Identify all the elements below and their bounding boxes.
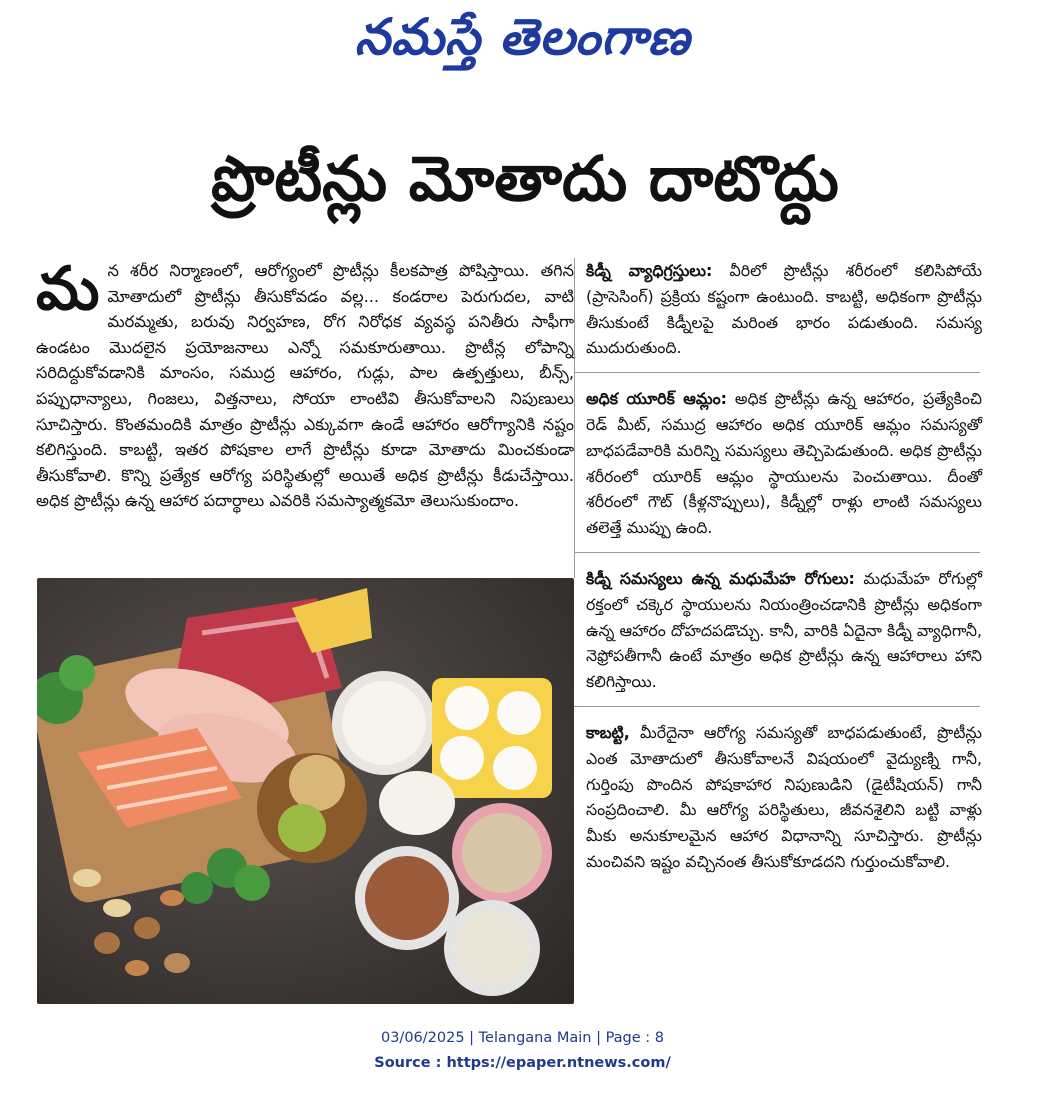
section-text: వీరిలో ప్రొటీన్లు శరీరంలో కలిసిపోయే (ప్రాసెసింగ్) ప్రక్రియ కష్టంగా ఉంటుంది. కాబట్టి, అధికంగా ప్రొటీన్లు తీసుకుంటే కిడ్నీలపై మరింత భారం పడుతుంది. సమస్య ముదురుతుంది. [586, 261, 982, 358]
chickpeas [289, 755, 345, 811]
quinoa [454, 910, 530, 986]
hazelnut [134, 917, 160, 939]
cashew [73, 869, 101, 887]
egg [493, 746, 537, 790]
section-divider [574, 552, 980, 553]
drop-cap: మ [36, 254, 100, 324]
hazelnut [94, 932, 120, 954]
section-diabetes [586, 566, 982, 695]
almond [125, 960, 149, 976]
broccoli-3 [181, 872, 213, 904]
headline: ప్రొటీన్లు మోతాదు దాటొద్దు [211, 142, 839, 215]
lead-text: న శరీర నిర్మాణంలో, ఆరోగ్యంలో ప్రొటీన్లు కీలకపాత్ర పోషిస్తాయి. తగిన మోతాదులో ప్రొటీన్లు తీసుకోవడం వల్ల... కండరాల పెరుగుదల, వాటి మరమ్మతు, బరువు నిర్వహణ, రోగ నిరోధక వ్యవస్థ పనితీరు సాఫీగా ఉండటం మొదలైన ప్రయోజనాలు ఎన్నో సమకూరుతాయి. ప్రొటీన్ల లోపాన్ని సరిదిద్దుకోవడానికి మాంసం, సముద్ర ఆహారం, గుడ్లు, పాల ఉత్పత్తులు, బీన్స్, పప్పుధాన్యాలు, గింజలు, విత్తనాలు, సోయా లాంటివి తీసుకోవాలని నిపుణులు సూచిస్తారు. కొంతమందికి మాత్రం ప్రొటీన్లు ఎక్కువగా ఉండే ఆహారం ఆరోగ్యానికి నష్టం కలిగిస్తుంది. కాబట్టి, ఇతర పోషకాల లాగే ప్రొటీన్లు కూడా మోతాదు మించకుండా తీసుకోవాలి. కొన్ని ప్రత్యేక ఆరోగ్య పరిస్థితుల్లో అయితే అధిక ప్రొటీన్లు కీడుచేస్తాయి. అధిక ప్రొటీన్లు ఉన్న ఆహార పదార్థాలు ఎవరికి సమస్యాత్మకమో తెలుసుకుందాం. [36, 261, 574, 511]
buckwheat [365, 856, 449, 940]
egg [440, 736, 484, 780]
cashew [103, 899, 131, 917]
lead-column [36, 254, 574, 514]
lead-paragraph [36, 254, 574, 514]
column-divider [574, 258, 575, 578]
footer-source[interactable]: Source : https://epaper.ntnews.com/ [374, 1055, 671, 1071]
section-uric-acid [586, 386, 982, 541]
section-heading: కిడ్నీ సమస్యలు ఉన్న మధుమేహ రోగులు: [586, 568, 855, 588]
protein-food-photo [37, 578, 574, 1004]
masthead-text: నమస్తే తెలంగాణ [354, 8, 691, 66]
section-kidney-patients [586, 258, 982, 361]
section-text: మీరేదైనా ఆరోగ్య సమస్యతో బాధపడుతుంటే, ప్రొటీన్లు ఎంత మోతాదులో తీసుకోవాలనే విషయంలో వైద్యుణ్ని గానీ, గుర్తింపు పొందిన పోషకాహార నిపుణుడిని (డైటీషియన్) గానీ సంప్రదించాలి. మీ ఆరోగ్య పరిస్థితులు, జీవనశైలిని బట్టి వాళ్లు మీకు అనుకూలమైన ఆహార విధానాన్ని సూచిస్తారు. ప్రొటీన్లు మంచివని ఇష్టం వచ్చినంత తీసుకోకూడదని గుర్తుంచుకోవాలి. [586, 722, 982, 871]
footer-date-edition: 03/06/2025 | Telangana Main | Page : 8 [380, 1030, 665, 1046]
section-divider [574, 706, 980, 707]
section-heading: కాబట్టి, [586, 722, 630, 742]
section-heading: అధిక యూరిక్ ఆమ్లం: [586, 389, 727, 409]
egg [445, 686, 489, 730]
section-conclusion [586, 720, 982, 875]
sidebar-column [586, 258, 982, 875]
section-divider [574, 372, 980, 373]
egg [497, 691, 541, 735]
green-peas [278, 804, 326, 852]
section-text: అధిక ప్రొటీన్లు ఉన్న ఆహారం, ప్రత్యేకించి రెడ్ మీట్, సముద్ర ఆహారం అధిక యూరిక్ ఆమ్లం సమస్యతో బాధపడేవారికి మరిన్ని సమస్యలు తెచ్చిపెడుతుంది. అధిక ప్రొటీన్లు శరీరంలో యూరిక్ ఆమ్లం స్థాయులను పెంచుతాయి. దీంతో శరీరంలో గౌట్ (కీళ్లనొప్పులు), కిడ్నీల్లో రాళ్లు లాంటి సమస్యలు తలెత్తే ముప్పు ఉంది. [586, 389, 983, 538]
section-text: మధుమేహ రోగుల్లో రక్తంలో చక్కెర స్థాయులను నియంత్రించడానికి ప్రొటీన్లు అధికంగా ఉన్న ఆహారం దోహదపడొచ్చు. కానీ, వారికి ఏదైనా కిడ్నీ వ్యాధిగానీ, నెఫ్రోపతీగానీ ఉంటే మాత్రం అధిక ప్రొటీన్లు ఉన్న ఆహారాలు హాని కలిగిస్తాయి. [586, 568, 982, 692]
milk-jug [379, 771, 455, 835]
walnut [164, 953, 190, 973]
section-heading: కిడ్నీ వ్యాధిగ్రస్తులు: [586, 261, 713, 280]
protein-food-illustration [37, 578, 574, 1004]
almond [160, 890, 184, 906]
broccoli-2 [234, 865, 270, 901]
rice [342, 681, 426, 765]
masthead-logo [0, 8, 1045, 79]
oats [462, 813, 542, 893]
parsley-2 [59, 655, 95, 691]
